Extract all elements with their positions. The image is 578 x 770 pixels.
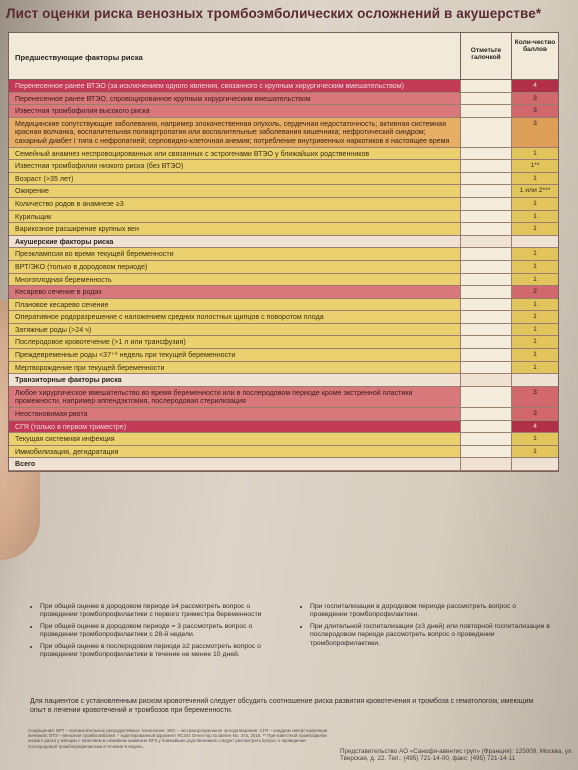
note-item: • При общей оценке в дородовом периоде ≥4 рассмотреть вопрос о проведении тромбопрофилактики с первого триместра беременности <box>40 603 280 620</box>
risk-factor-text: Любое хирургическое вмешательство во время беременности или в послеродовом периоде кроме экстренной пластики промежности, например аппендэктомия, послеродовая стерилизация <box>15 388 413 406</box>
note-item: • При длительной госпитализации (≥3 дней) или повторной госпитализации в послеродовом периоде рассмотреть вопрос о проведении тромбопрофилактики. <box>310 623 550 648</box>
footnote-text: Сокращения: ВРТ – вспомогательные репродуктивные технологии; ЭКО – экстракорпоральное оплодотворение; СГЯ – синдром гиперстимуляции яичников; ВТЭ – венозная тромбоэмболия. * Адаптированный фрагмент RCOG Green-top Guideline No. 37a, 2015. ** При известной тромбофилии низкого риска у женщин с наличием в семейном анамнезе ВТЭ у ближайших родственников следует рассмотреть вопрос о проведении послеродовой тромбопрофилактики в течение 6 недель. <box>28 728 328 749</box>
table-row <box>9 236 558 249</box>
points-cell: 1 <box>511 173 558 185</box>
points-cell: 1 <box>511 336 558 348</box>
points-cell: 1 <box>511 223 558 235</box>
check-cell[interactable] <box>460 311 511 323</box>
page-title: Лист оценки риска венозных тромбоэмболических осложнений в акушерстве* <box>6 6 542 21</box>
risk-factor-text: Известная тромбофилия высокого риска <box>15 107 150 116</box>
points-cell: 1 <box>511 211 558 223</box>
check-cell[interactable] <box>460 421 511 433</box>
risk-factor-text: Преэклампсия во время текущей беременности <box>15 250 174 259</box>
points-cell: 1 <box>511 274 558 286</box>
table-row <box>9 349 558 362</box>
table-row <box>9 198 558 211</box>
check-cell[interactable] <box>460 80 511 92</box>
risk-factor-text: Всего <box>15 460 36 469</box>
table-row <box>9 248 558 261</box>
table-row <box>9 173 558 186</box>
points-cell: 1 <box>511 248 558 260</box>
risk-factor-text: Акушерские факторы риска <box>15 237 114 246</box>
table-row <box>9 387 558 408</box>
risk-factor-text: Иммобилизация, дегидратация <box>15 447 119 456</box>
risk-factor-text: Перенесенное ранее ВТЭО, спровоцированное крупным хирургическим вмешательством <box>15 94 311 103</box>
points-cell: 3 <box>511 105 558 117</box>
table-header <box>9 33 558 80</box>
risk-factor-text: Курильщик <box>15 212 52 221</box>
check-cell[interactable] <box>460 374 511 386</box>
points-cell: 3 <box>511 118 558 147</box>
table-row <box>9 299 558 312</box>
risk-factor-text: Перенесенное ранее ВТЭО (за исключением одного явления, связанного с крупным хирургическим вмешательством) <box>15 82 404 90</box>
risk-table <box>8 32 559 472</box>
points-cell: 4 <box>511 80 558 92</box>
risk-factor-text: ВРТ/ЭКО (только в дородовом периоде) <box>15 262 148 271</box>
table-row <box>9 160 558 173</box>
risk-factor-text: Количество родов в анамнезе ≥3 <box>15 199 124 208</box>
table-row <box>9 274 558 287</box>
table-row <box>9 324 558 337</box>
table-row <box>9 261 558 274</box>
publisher-text: Представительство АО «Санофи-авентис груп» (Франция): 125009, Москва, ул. Тверская, д. 22. Тел.: (495) 721-14-00, факс: (495) 721-14-11 <box>340 748 574 763</box>
check-cell[interactable] <box>460 223 511 235</box>
check-cell[interactable] <box>460 286 511 298</box>
check-cell[interactable] <box>460 160 511 172</box>
points-cell: 1 <box>511 362 558 374</box>
risk-factor-text: Кесарево сечение в родах <box>15 288 102 297</box>
risk-factor-text: Текущая системная инфекция <box>15 435 115 444</box>
table-row <box>9 421 558 434</box>
notes-right <box>300 603 550 651</box>
check-cell[interactable] <box>460 148 511 160</box>
points-cell: 1 <box>511 433 558 445</box>
points-cell: 1 <box>511 349 558 361</box>
risk-factor-text: Ожирение <box>15 187 49 196</box>
points-cell: 1 <box>511 148 558 160</box>
risk-factor-text: Оперативное родоразрешение с наложением средних полостных щипцов с поворотом плода <box>15 313 324 322</box>
risk-factor-text: Медицинские сопутствующие заболевания, например злокачественная опухоль, сердечная недостаточность; активная системная красная волчанка, воспалительная полиартропатия или воспалительные заболевания кишечника; нефротический синдром; сахарный диабет I типа с нефропатией; серповидно-клеточная анемия; потребление внутривенных наркотиков в настоящее время <box>15 119 450 145</box>
header-points: Коли-чество баллов <box>511 33 558 79</box>
risk-factor-text: Затяжные роды (>24 ч) <box>15 325 92 334</box>
notes-left <box>30 603 280 662</box>
note-item: • При общей оценке в послеродовом периоде ≥2 рассмотреть вопрос о проведении тромбопрофилактики в течение не менее 10 дней. <box>40 643 280 660</box>
table-row <box>9 374 558 387</box>
risk-factor-text: Транзиторные факторы риска <box>15 376 122 385</box>
table-row <box>9 446 558 459</box>
note-item: • При общей оценке в дородовом периоде = 3 рассмотреть вопрос о проведении тромбопрофилактики с 28-й недели. <box>40 623 280 640</box>
risk-factor-text: СГЯ (только в первом триместре) <box>15 422 127 431</box>
points-cell: 1 <box>511 261 558 273</box>
risk-factor-text: Преждевременные роды <37⁺⁰ недель при текущей беременности <box>15 351 236 360</box>
risk-factor-text: Многоплодная беременность <box>15 275 112 284</box>
header-check: Отметьте галочкой <box>460 33 511 79</box>
table-row <box>9 433 558 446</box>
table-row <box>9 286 558 299</box>
points-cell: 2 <box>511 286 558 298</box>
check-cell[interactable] <box>460 261 511 273</box>
table-row <box>9 311 558 324</box>
table-row <box>9 93 558 106</box>
check-cell[interactable] <box>460 446 511 458</box>
table-row <box>9 362 558 375</box>
check-cell[interactable] <box>460 336 511 348</box>
points-cell: 1 <box>511 311 558 323</box>
check-cell[interactable] <box>460 93 511 105</box>
points-cell: 1 или 2*** <box>511 185 558 197</box>
check-cell[interactable] <box>460 236 511 248</box>
check-cell[interactable] <box>460 349 511 361</box>
check-cell[interactable] <box>460 433 511 445</box>
points-cell: 1 <box>511 198 558 210</box>
points-cell: 3 <box>511 408 558 420</box>
table-row <box>9 223 558 236</box>
check-cell[interactable] <box>460 387 511 407</box>
check-cell[interactable] <box>460 248 511 260</box>
risk-factor-text: Послеродовое кровотечение (>1 л или трансфузия) <box>15 338 186 347</box>
table-row <box>9 458 558 471</box>
points-cell <box>511 374 558 386</box>
check-cell[interactable] <box>460 458 511 470</box>
points-cell: 3 <box>511 387 558 407</box>
points-cell: 3 <box>511 93 558 105</box>
points-cell <box>511 236 558 248</box>
risk-factor-text: Неостановимая рвота <box>15 410 88 419</box>
notes-block <box>30 603 550 698</box>
header-factors: Предшествующие факторы риска <box>15 53 143 62</box>
check-cell[interactable] <box>460 211 511 223</box>
table-row <box>9 211 558 224</box>
check-cell[interactable] <box>460 274 511 286</box>
check-cell[interactable] <box>460 324 511 336</box>
risk-factor-text: Возраст (>35 лет) <box>15 174 74 183</box>
points-cell: 1 <box>511 446 558 458</box>
table-row <box>9 185 558 198</box>
recommendation-text: Для пациентов с установленным риском кровотечений следует обсудить соотношение риска развития кровотечения и тромбоза с гематологом, имеющим опыт в лечении кровотечений и тромбозов при беременности. <box>30 698 534 714</box>
risk-factor-text: Варикозное расширение крупных вен <box>15 225 139 234</box>
check-cell[interactable] <box>460 198 511 210</box>
risk-factor-text: Семейный анамнез неспровоцированных или связанных с эстрогенами ВТЭО у ближайших родственников <box>15 149 370 158</box>
points-cell: 1** <box>511 160 558 172</box>
check-cell[interactable] <box>460 118 511 147</box>
table-row <box>9 80 558 93</box>
table-row <box>9 336 558 349</box>
check-cell[interactable] <box>460 299 511 311</box>
table-row <box>9 148 558 161</box>
table-row <box>9 118 558 148</box>
points-cell: 1 <box>511 324 558 336</box>
risk-factor-text: Мертворождение при текущей беременности <box>15 363 165 372</box>
check-cell[interactable] <box>460 105 511 117</box>
check-cell[interactable] <box>460 173 511 185</box>
table-row <box>9 408 558 421</box>
check-cell[interactable] <box>460 362 511 374</box>
table-row <box>9 105 558 118</box>
table-body <box>9 80 558 471</box>
check-cell[interactable] <box>460 185 511 197</box>
note-item: • При госпитализации в дородовом периоде рассмотреть вопрос о проведении тромбопрофилактики. <box>310 603 550 620</box>
points-cell: 4 <box>511 421 558 433</box>
risk-factor-text: Плановое кесарево сечение <box>15 300 109 309</box>
points-cell: 1 <box>511 299 558 311</box>
risk-factor-text: Известная тромбофилия низкого риска (без ВТЭО) <box>15 162 184 171</box>
points-cell <box>511 458 558 470</box>
check-cell[interactable] <box>460 408 511 420</box>
